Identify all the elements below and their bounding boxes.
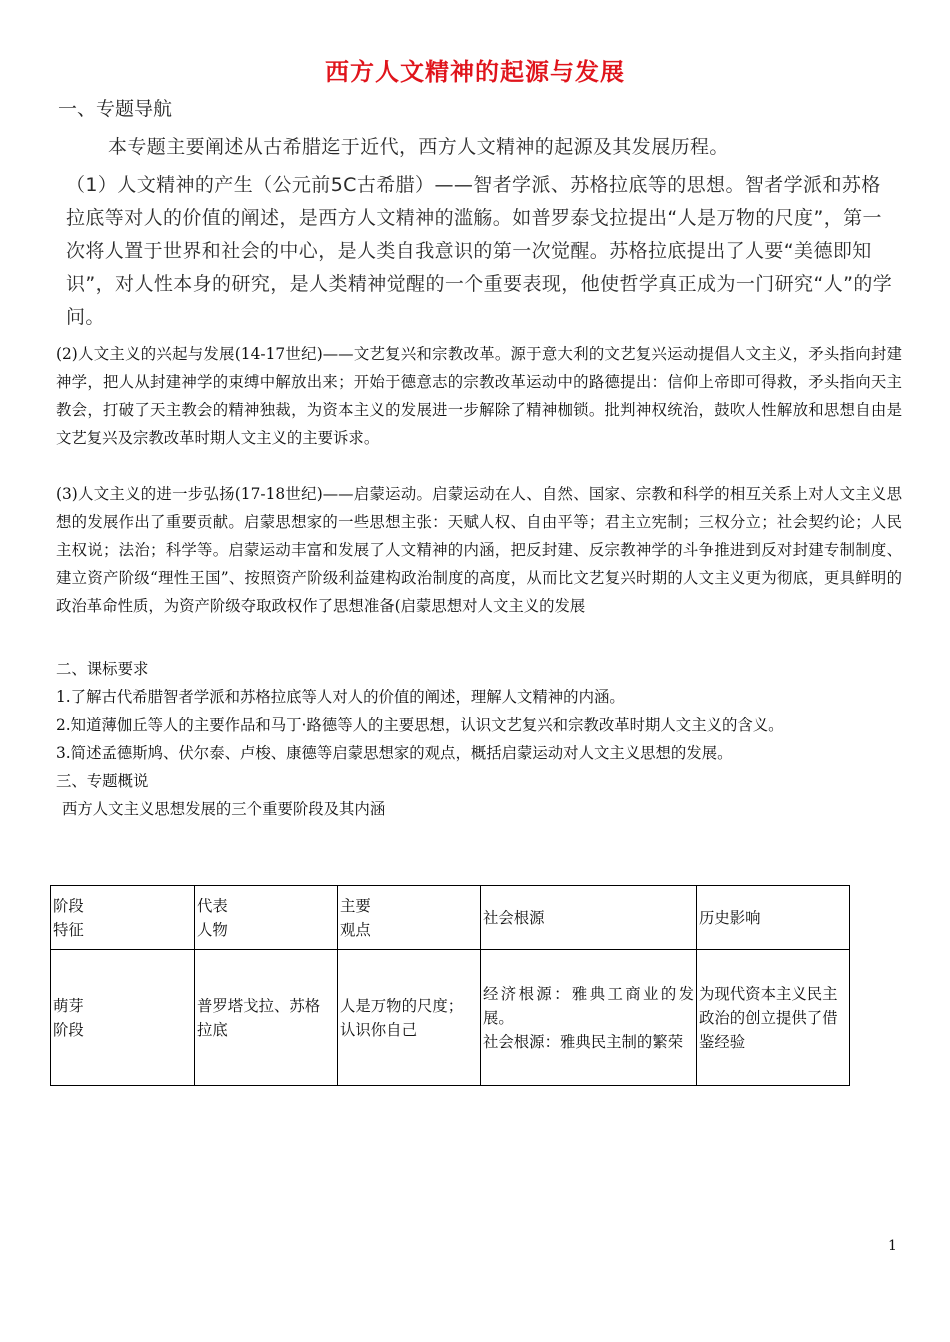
header-cell-stage (51, 886, 195, 950)
requirement-item: 3.简述孟德斯鸠、伏尔泰、卢梭、康德等启蒙思想家的观点，概括启蒙运动对人文主义思想的发展。 (56, 744, 733, 762)
intro-paragraph: 本专题主要阐述从古希腊迄于近代，西方人文精神的起源及其发展历程。 (108, 136, 729, 158)
section-heading-overview: 三、专题概说 (56, 772, 149, 790)
header-text: 历史影响 (699, 908, 761, 927)
header-text: 社会根源 (483, 908, 545, 927)
cell-text: 社会根源：雅典民主制的繁荣 (483, 1032, 684, 1051)
paragraph-renaissance: (2)人文主义的兴起与发展(14-17世纪)——文艺复兴和宗教改革。源于意大利的文艺复兴运动提倡人文主义，矛头指向封建神学，把人从封建神学的束缚中解放出来；开始于德意志的宗教改革运动中的路德提出：信仰上帝即可得救，矛头指向天主教会，打破了天主教会的精神独裁，为资本主义的发展进一步解除了精神枷锁。批判神权统治，鼓吹人性解放和思想自由是文艺复兴及宗教改革时期人文主义的主要诉求。 (56, 345, 902, 447)
cell-impact: 为现代资本主义民主政治的创立提供了借鉴经验 (697, 950, 850, 1086)
cell-views (338, 950, 481, 1086)
header-cell-figures (195, 886, 338, 950)
cell-roots (481, 950, 697, 1086)
cell-text: 经济根源：雅典工商业的发展。 (483, 984, 694, 1027)
cell-text: 阶段 (53, 1020, 84, 1039)
header-cell-roots (481, 886, 697, 950)
cell-stage (51, 950, 195, 1086)
table-header-row (51, 886, 850, 950)
section-heading-guide: 一、专题导航 (58, 98, 173, 120)
requirement-item: 1.了解古代希腊智者学派和苏格拉底等人对人的价值的阐述，理解人文精神的内涵。 (56, 688, 625, 706)
header-text: 阶段 (53, 896, 84, 915)
cell-text: 认识你自己 (340, 1020, 417, 1039)
curriculum-requirements (56, 655, 902, 823)
requirement-item: 2.知道薄伽丘等人的主要作品和马丁·路德等人的主要思想，认识文艺复兴和宗教改革时期人文主义的含义。 (56, 716, 784, 734)
paragraph-enlightenment: (3)人文主义的进一步弘扬(17-18世纪)——启蒙运动。启蒙运动在人、自然、国家、宗教和科学的相互关系上对人文主义思想的发展作出了重要贡献。启蒙思想家的一些思想主张：天赋人权、自由平等；君主立宪制；三权分立；社会契约论；人民主权说；法治；科学等。启蒙运动丰富和发展了人文精神的内涵，把反封建、反宗教神学的斗争推进到反对封建专制制度、建立资产阶级“理性王国”、按照资产阶级利益建构政治制度的高度，从而比文艺复兴时期的人文主义更为彻底，更具鲜明的政治革命性质，为资产阶级夺取政权作了思想准备(启蒙思想对人文主义的发展 (56, 485, 902, 615)
table-row (51, 950, 850, 1086)
cell-text: 人是万物的尺度； (340, 996, 464, 1015)
cell-figures: 普罗塔戈拉、苏格拉底 (195, 950, 338, 1086)
header-text: 特征 (53, 920, 84, 939)
header-cell-views (338, 886, 481, 950)
header-text: 观点 (340, 920, 371, 939)
header-cell-impact (697, 886, 850, 950)
header-text: 代表 (197, 896, 228, 915)
paragraph-origin: （1）人文精神的产生（公元前5C古希腊）——智者学派、苏格拉底等的思想。智者学派和苏格拉底等对人的价值的阐述，是西方人文精神的滥觞。如普罗泰戈拉提出“人是万物的尺度”，第一次将人置于世界和社会的中心，是人类自我意识的第一次觉醒。苏格拉底提出了人要“美德即知识”，对人性本身的研究，是人类精神觉醒的一个重要表现，他使哲学真正成为一门研究“人”的学问。 (66, 174, 893, 328)
section-heading-requirements: 二、课标要求 (56, 660, 149, 678)
stages-table (50, 885, 850, 1086)
document-title: 西方人文精神的起源与发展 (325, 58, 625, 86)
header-text: 人物 (197, 920, 228, 939)
overview-caption: 西方人文主义思想发展的三个重要阶段及其内涵 (62, 800, 386, 818)
header-text: 主要 (340, 896, 371, 915)
cell-text: 萌芽 (53, 996, 84, 1015)
page-number: 1 (888, 1238, 897, 1254)
